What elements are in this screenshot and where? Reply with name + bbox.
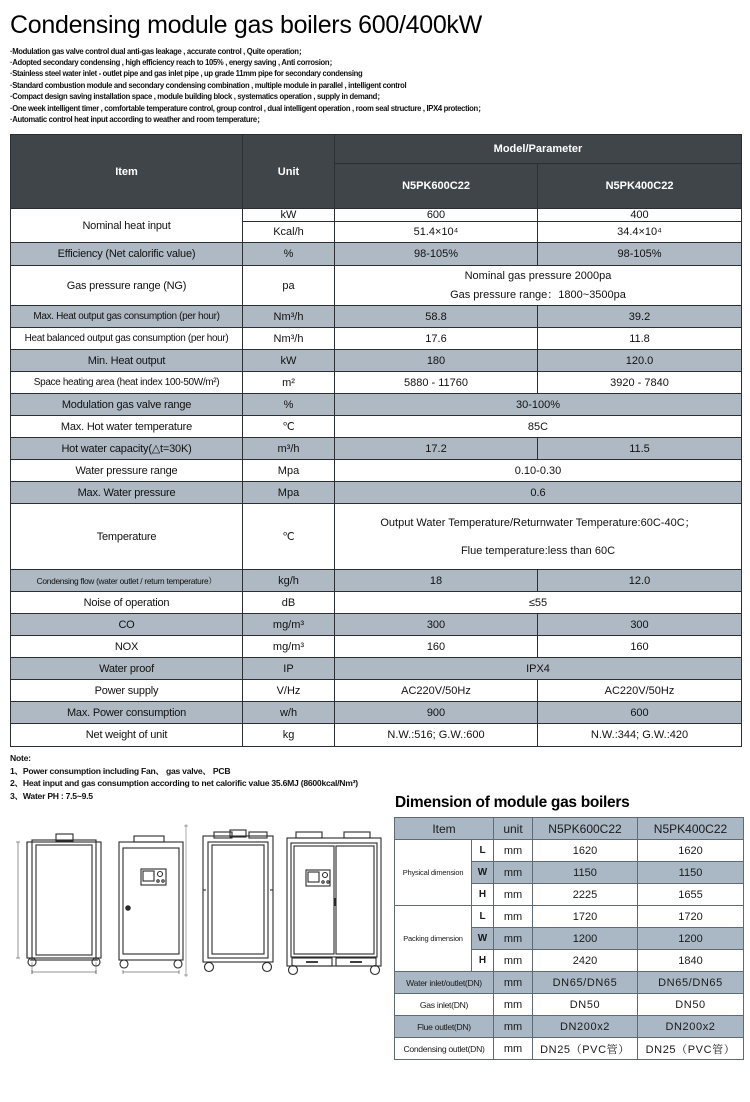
row-value-merged	[335, 504, 742, 570]
row-value-b: 400	[538, 209, 742, 222]
gas-pressure-line-2: Gas pressure range：1800~3500pa	[450, 288, 626, 301]
row-value-b: 3920 - 7840	[538, 372, 742, 394]
row-label: Min. Heat output	[11, 350, 243, 372]
row-value-a: AC220V/50Hz	[335, 680, 538, 702]
row-value-a: 5880 - 11760	[335, 372, 538, 394]
dim-value-a: 1720	[533, 906, 638, 928]
table-row	[395, 1016, 744, 1038]
dimension-table-title: Dimension of module gas boilers	[395, 794, 630, 812]
dim-axis: W	[472, 928, 494, 950]
row-value-merged: ≤55	[335, 592, 742, 614]
dim-header-item: Item	[395, 818, 494, 840]
table-row	[11, 482, 742, 504]
row-unit: V/Hz	[243, 680, 335, 702]
row-unit: kg/h	[243, 570, 335, 592]
dim-axis: H	[472, 950, 494, 972]
row-label: Water pressure range	[11, 460, 243, 482]
dim-unit: mm	[494, 994, 533, 1016]
row-value-a: 58.8	[335, 306, 538, 328]
dim-unit: mm	[494, 972, 533, 994]
feature-bullet-list	[10, 46, 750, 126]
note-item: 1、Power consumption including Fan、 gas valve、 PCB	[10, 765, 231, 776]
row-unit: kW	[243, 350, 335, 372]
row-label: Temperature	[11, 504, 243, 570]
row-label: Max. Water pressure	[11, 482, 243, 504]
dim-value-a: 1200	[533, 928, 638, 950]
row-unit: Mpa	[243, 460, 335, 482]
row-value-b: 34.4×10⁴	[538, 222, 742, 243]
dim-value-b: DN65/DN65	[638, 972, 744, 994]
dim-row-label: Gas inlet(DN)	[395, 994, 494, 1016]
dim-row-label: Flue outlet(DN)	[395, 1016, 494, 1038]
row-value-merged: 30-100%	[335, 394, 742, 416]
table-row	[11, 328, 742, 350]
row-value-merged	[335, 266, 742, 306]
table-row	[11, 504, 742, 570]
dim-unit: mm	[494, 1038, 533, 1060]
dim-unit: mm	[494, 840, 533, 862]
row-label: Power supply	[11, 680, 243, 702]
dim-group-label: Physical dimension	[395, 840, 472, 906]
feature-bullet: ·Standard combustion module and secondary condensing combination , multiple module in parallel , intelligent control	[10, 80, 407, 90]
product-drawings	[6, 812, 386, 1012]
row-unit: mg/m³	[243, 614, 335, 636]
row-value-a: 17.6	[335, 328, 538, 350]
row-value-a: 98-105%	[335, 243, 538, 266]
dim-header-model-b: N5PK400C22	[638, 818, 744, 840]
dim-value-a: 2420	[533, 950, 638, 972]
table-row	[395, 840, 744, 862]
row-value-merged: IPX4	[335, 658, 742, 680]
row-value-a: 160	[335, 636, 538, 658]
dim-axis: W	[472, 862, 494, 884]
row-value-b: 160	[538, 636, 742, 658]
dim-unit: mm	[494, 950, 533, 972]
table-row	[11, 614, 742, 636]
dim-header-unit: unit	[494, 818, 533, 840]
table-row	[11, 306, 742, 328]
row-label: Hot water capacity(△t=30K)	[11, 438, 243, 460]
gas-pressure-line-1: Nominal gas pressure 2000pa	[464, 269, 612, 282]
dim-group-label: Packing dimension	[395, 906, 472, 972]
temperature-line-2: Flue temperature:less than 60C	[460, 544, 616, 557]
row-unit: Nm³/h	[243, 328, 335, 350]
dim-header-model-a: N5PK600C22	[533, 818, 638, 840]
table-row	[11, 570, 742, 592]
row-value-b: AC220V/50Hz	[538, 680, 742, 702]
table-row	[11, 592, 742, 614]
header-item: Item	[11, 135, 243, 209]
row-unit: %	[243, 243, 335, 266]
row-value-b: 39.2	[538, 306, 742, 328]
row-value-a: 900	[335, 702, 538, 724]
row-label: Max. Power consumption	[11, 702, 243, 724]
table-row	[11, 372, 742, 394]
row-label: Condensing flow (water outlet / return temperature）	[11, 570, 243, 592]
row-value-merged: 85C	[335, 416, 742, 438]
row-value-a: N.W.:516; G.W.:600	[335, 724, 538, 747]
table-row	[395, 994, 744, 1016]
dim-axis: L	[472, 840, 494, 862]
row-value-a: 180	[335, 350, 538, 372]
row-value-a: 51.4×10⁴	[335, 222, 538, 243]
dimension-header-row	[395, 818, 744, 840]
dim-value-a: 2225	[533, 884, 638, 906]
table-row	[11, 438, 742, 460]
row-unit: m²	[243, 372, 335, 394]
row-label: Space heating area (heat index 100-50W/m²)	[11, 372, 243, 394]
table-row	[11, 658, 742, 680]
boiler-rear-view	[203, 830, 273, 972]
row-unit: w/h	[243, 702, 335, 724]
row-unit: kg	[243, 724, 335, 747]
boiler-technical-drawings-svg	[6, 812, 386, 1012]
table-row	[11, 209, 742, 222]
row-unit: Mpa	[243, 482, 335, 504]
header-model-parameter: Model/Parameter	[335, 135, 742, 164]
dim-value-b: 1840	[638, 950, 744, 972]
dim-unit: mm	[494, 928, 533, 950]
dim-value-b: 1150	[638, 862, 744, 884]
table-row	[11, 416, 742, 438]
row-label: Efficiency (Net calorific value)	[11, 243, 243, 266]
dim-value-a: DN25（PVC管）	[533, 1038, 638, 1060]
row-label: NOX	[11, 636, 243, 658]
dimension-table-block	[394, 794, 744, 1060]
row-unit: IP	[243, 658, 335, 680]
row-value-merged: 0.10-0.30	[335, 460, 742, 482]
dim-value-b: 1655	[638, 884, 744, 906]
dim-value-b: 1620	[638, 840, 744, 862]
table-row	[11, 394, 742, 416]
dim-value-b: DN50	[638, 994, 744, 1016]
row-unit: m³/h	[243, 438, 335, 460]
dim-unit: mm	[494, 906, 533, 928]
table-row	[11, 460, 742, 482]
row-label: Gas pressure range (NG)	[11, 266, 243, 306]
row-value-a: 600	[335, 209, 538, 222]
boiler-front-view-dimensioned	[16, 834, 101, 974]
row-label: CO	[11, 614, 243, 636]
row-unit: Nm³/h	[243, 306, 335, 328]
row-value-merged: 0.6	[335, 482, 742, 504]
note-item: 2、Heat input and gas consumption according to net calorific value 35.6MJ (8600kcal/Nm³)	[10, 778, 358, 789]
table-row	[11, 636, 742, 658]
table-row	[395, 972, 744, 994]
dim-row-label: Water inlet/outlet(DN)	[395, 972, 494, 994]
row-value-b: 120.0	[538, 350, 742, 372]
header-model-a: N5PK600C22	[335, 164, 538, 209]
dim-row-label: Condensing outlet(DN)	[395, 1038, 494, 1060]
table-row	[11, 243, 742, 266]
row-label: Max. Hot water temperature	[11, 416, 243, 438]
table-row	[11, 702, 742, 724]
table-header-row	[11, 135, 742, 164]
row-value-b: 11.8	[538, 328, 742, 350]
dim-unit: mm	[494, 1016, 533, 1038]
row-label: Net weight of unit	[11, 724, 243, 747]
temperature-line-1: Output Water Temperature/Returnwater Temperature:60C-40C；	[380, 516, 696, 529]
specification-table-container	[10, 134, 741, 747]
dim-value-a: DN200x2	[533, 1016, 638, 1038]
feature-bullet: ·Compact design saving installation space , module building block , systematics operation , supply in demand；	[10, 92, 385, 102]
feature-bullet: ·One week intelligent timer , comfortable temperature control, group control , dual intelligent operation , room seal structure , IPX4 protection；	[10, 103, 486, 113]
row-unit: pa	[243, 266, 335, 306]
dim-axis: H	[472, 884, 494, 906]
dim-value-b: DN25（PVC管）	[638, 1038, 744, 1060]
header-model-b: N5PK400C22	[538, 164, 742, 209]
table-row	[395, 1038, 744, 1060]
spec-sheet-page	[0, 12, 750, 1102]
row-label: Noise of operation	[11, 592, 243, 614]
row-unit: ℃	[243, 504, 335, 570]
page-title: Condensing module gas boilers 600/400kW	[10, 11, 482, 39]
row-label: Max. Heat output gas consumption (per hour)	[11, 306, 243, 328]
row-label: Modulation gas valve range	[11, 394, 243, 416]
row-value-b: 600	[538, 702, 742, 724]
row-value-a: 18	[335, 570, 538, 592]
notes-heading: Note:	[10, 753, 31, 764]
row-value-b: 12.0	[538, 570, 742, 592]
dim-value-a: DN50	[533, 994, 638, 1016]
dim-unit: mm	[494, 884, 533, 906]
row-value-b: 11.5	[538, 438, 742, 460]
dim-value-b: DN200x2	[638, 1016, 744, 1038]
boiler-side-view-with-controller	[119, 824, 188, 977]
row-label: Heat balanced output gas consumption (per hour)	[11, 328, 243, 350]
feature-bullet: ·Adopted secondary condensing , high efficiency reach to 105% , energy saving , Anti corrosion；	[10, 57, 337, 67]
table-row	[11, 680, 742, 702]
row-unit: dB	[243, 592, 335, 614]
row-value-b: 98-105%	[538, 243, 742, 266]
dim-value-b: 1200	[638, 928, 744, 950]
dim-unit: mm	[494, 862, 533, 884]
table-row	[11, 266, 742, 306]
row-unit: Kcal/h	[243, 222, 335, 243]
row-unit: %	[243, 394, 335, 416]
row-unit: kW	[243, 209, 335, 222]
specification-table	[10, 134, 742, 747]
dim-value-a: 1150	[533, 862, 638, 884]
table-row	[395, 906, 744, 928]
dim-value-a: 1620	[533, 840, 638, 862]
dim-value-b: 1720	[638, 906, 744, 928]
row-label: Water proof	[11, 658, 243, 680]
row-value-b: N.W.:344; G.W.:420	[538, 724, 742, 747]
row-label: Nominal heat input	[11, 209, 243, 243]
dimension-table	[394, 817, 744, 1060]
dim-value-a: DN65/DN65	[533, 972, 638, 994]
row-unit: ℃	[243, 416, 335, 438]
feature-bullet: ·Stainless steel water inlet - outlet pipe and gas inlet pipe , up grade 11mm pipe for secondary condensing	[10, 69, 363, 79]
table-row	[11, 724, 742, 747]
row-value-b: 300	[538, 614, 742, 636]
feature-bullet: ·Automatic control heat input according to weather and room temperature；	[10, 114, 265, 124]
feature-bullet: ·Modulation gas valve control dual anti-gas leakage , accurate control , Quite operation；	[10, 46, 306, 56]
header-unit: Unit	[243, 135, 335, 209]
row-value-a: 300	[335, 614, 538, 636]
note-item: 3、Water PH : 7.5~9.5	[10, 790, 93, 801]
row-value-a: 17.2	[335, 438, 538, 460]
table-row	[11, 350, 742, 372]
dim-axis: L	[472, 906, 494, 928]
boiler-double-door-module-view	[287, 832, 381, 975]
row-unit: mg/m³	[243, 636, 335, 658]
